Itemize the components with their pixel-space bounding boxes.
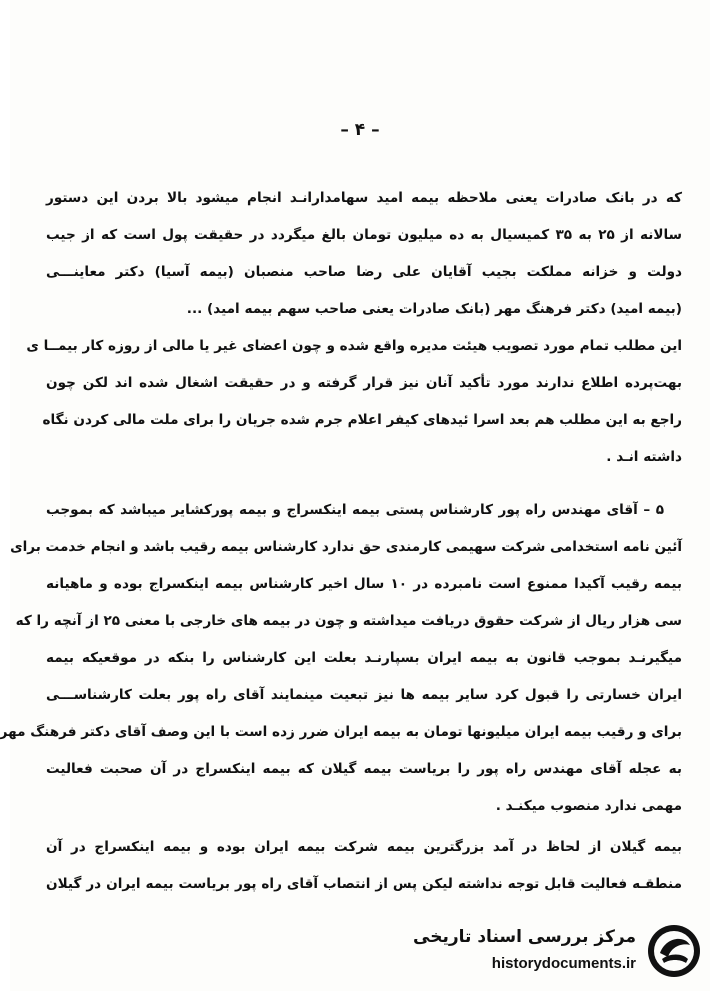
text-line: داشته انـد . bbox=[606, 449, 682, 465]
archive-name: مرکز بررسی اسناد تاریخی bbox=[413, 927, 636, 947]
text-line: برای و رقیب بیمه ایران میلیونها تومان به بیمه ایران ضرر زده است با این وصف آقای دکتر فرهنگ مهر bbox=[0, 724, 682, 740]
text-line: سی هزار ریال از شرکت حقوق دریافت میداشته و چون در بیمه های خارجی با معنی ۲۵ از آنچه را که bbox=[15, 613, 682, 629]
archive-url[interactable]: historydocuments.ir bbox=[491, 955, 636, 972]
text-line: بهت‌پرده اطلاع ندارند مورد تأکید آنان نیز قرار گرفته و در حقیقت اشغال شده اند لکن چون bbox=[46, 375, 682, 391]
archive-watermark bbox=[412, 921, 702, 981]
text-line: که در بانک صادرات یعنی ملاحظه بیمه امید سهامدارانـد انجام میشود بالا بردن این دستور bbox=[46, 190, 682, 206]
text-line: (بیمه امید) دکتر فرهنگ مهر (بانک صادرات یعنی صاحب سهم بیمه امید) ... bbox=[186, 301, 682, 317]
text-line: دولت و خزانه مملکت بجیب آقایان علی رضا صاحب منصبان (بیمه آسیا) دکتر معاینـــی bbox=[46, 264, 682, 280]
text-line: بیمه رقیب آکیدا ممنوع است نامبرده در ۱۰ سال اخیر کارشناس بیمه اینکسراج بوده و ماهیانه bbox=[46, 576, 682, 592]
text-line: سالانه از ۲۵ به ۳۵ کمیسیال به ده میلیون تومان بالغ میگردد در حقیقت پول است که از جیب bbox=[46, 227, 682, 243]
text-line: بیمه گیلان از لحاظ در آمد بزرگترین بیمه شرکت بیمه ایران بوده و بیمه اینکسراج در آن bbox=[46, 839, 682, 855]
text-line: ۵ – آقای مهندس راه پور کارشناس پستی بیمه اینکسراج و بیمه پورکشایر میباشد که بموجب bbox=[46, 502, 664, 518]
text-line: آئین نامه استخدامی شرکت سهیمی کارمندی حق ندارد کارشناس بیمه رقیب باشد و انجام خدمت برای bbox=[10, 539, 682, 555]
page-number: – ۴ – bbox=[340, 120, 380, 140]
text-line: راجع به این مطلب هم بعد اسرا ئیدهای کیفر اعلام جرم شده جریان را برای ملت مالی کردن نگاه bbox=[42, 412, 682, 428]
text-line: ایران خسارتی را قبول کرد سایر بیمه ها نیز تبعیت مینمایند آقای راه پور بعلت کارشناســـی bbox=[46, 687, 682, 703]
document-body bbox=[0, 180, 682, 903]
text-line: میگیرنـد بموجب قانون به بیمه ایران بسپارنـد بعلت این کارشناس را بنکه در موقعیکه بیمه bbox=[46, 650, 682, 666]
text-line: به عجله آقای مهندس راه پور را بریاست بیمه گیلان که بیمه اینکسراج در آن صحبت فعالیت bbox=[46, 761, 682, 777]
text-line: این مطلب تمام مورد تصویب هیئت مدیره واقع شده و چون اعضای غیر یا مالی از روزه کار بیمــا ی bbox=[26, 338, 682, 354]
text-line: منطقـه فعالیت قابل توجه نداشته لیکن پس از انتصاب آقای راه پور بریاست بیمه ایران در گیلان bbox=[46, 876, 682, 892]
archive-emblem-icon bbox=[646, 923, 702, 979]
text-line: مهمی ندارد منصوب میکنـد . bbox=[495, 798, 682, 814]
